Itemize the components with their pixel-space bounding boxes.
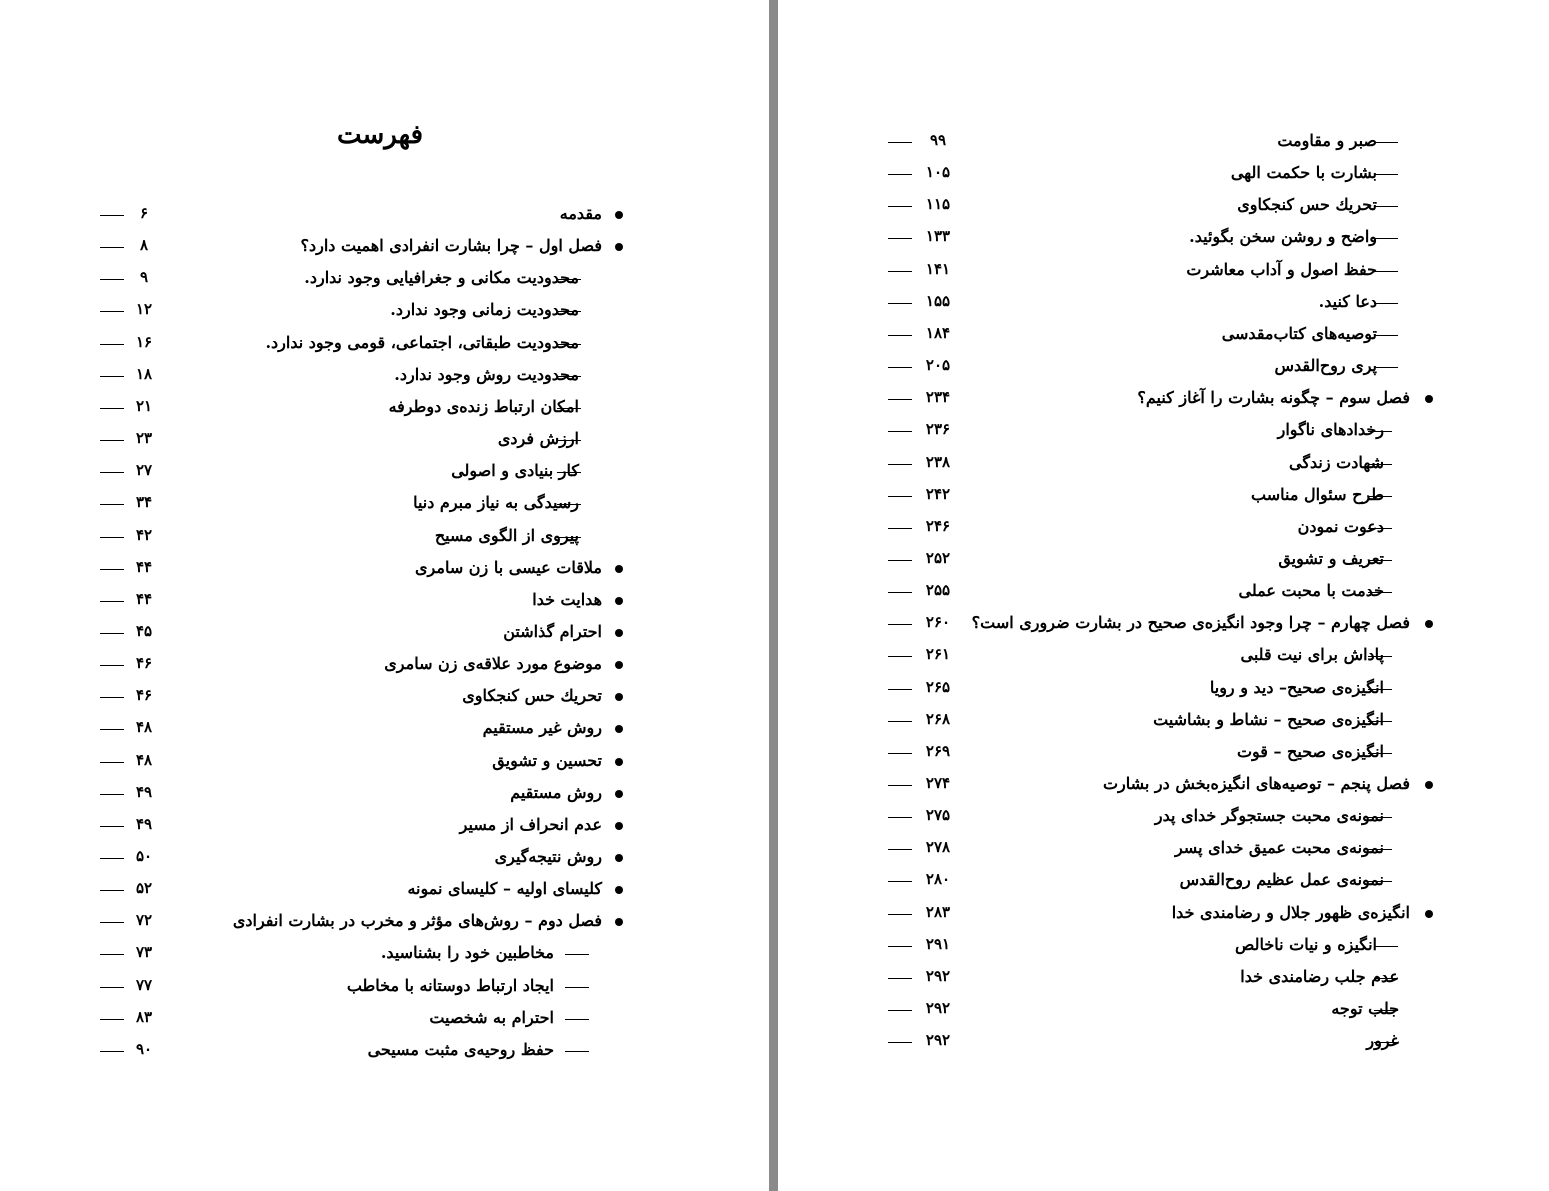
toc-entry	[0, 361, 769, 393]
entry-title: صبر و مقاومت	[1277, 131, 1377, 150]
toc-entry	[0, 586, 769, 618]
toc-entry	[778, 159, 1549, 191]
toc-entry	[0, 1004, 769, 1036]
bullet-icon	[615, 886, 623, 894]
toc-entry	[778, 1027, 1549, 1059]
page-number: ۲۶۰	[925, 613, 951, 632]
toc-entry	[778, 674, 1549, 706]
toc-entry	[778, 288, 1549, 320]
leader-line	[888, 914, 912, 915]
bullet-icon	[615, 725, 623, 733]
entry-title: روش مستقیم	[510, 782, 602, 802]
entry-title: انگیزه‌ی صحیح – قوت	[1236, 741, 1384, 761]
leader-line	[888, 753, 912, 754]
dash-marker	[1368, 753, 1392, 754]
leader-line	[888, 881, 912, 882]
toc-entry	[0, 972, 769, 1004]
leader-line	[888, 528, 912, 529]
entry-title: انگیزه‌ی صحیح – نشاط و بشاشیت	[1153, 709, 1384, 729]
page-title: فهرست	[336, 120, 424, 150]
page-number: ۴۴	[135, 589, 153, 608]
entry-title: رسیدگی به نیاز مبرم دنیا	[413, 493, 579, 513]
dash-marker	[565, 1051, 589, 1052]
toc-entry	[0, 425, 769, 457]
dash-marker	[557, 311, 581, 312]
page-number: ۲۶۵	[925, 677, 951, 696]
dash-marker	[1368, 592, 1392, 593]
entry-title: فصل سوم – چگونه بشارت را آغاز کنیم؟	[1137, 388, 1410, 408]
leader-line	[888, 271, 912, 272]
leader-line	[888, 399, 912, 400]
entry-title: فصل پنجم – توصیه‌های انگیزه‌بخش در بشارت	[1102, 774, 1410, 793]
page-number: ۱۸	[135, 364, 153, 383]
toc-right	[778, 0, 1549, 1191]
bullet-icon	[615, 629, 623, 637]
entry-title: فصل چهارم – چرا وجود انگیزه‌ی صحیح در بشارت ضروری است؟	[971, 613, 1410, 633]
dash-marker	[1368, 496, 1392, 497]
entry-title: تعریف و تشویق	[1278, 548, 1384, 568]
dash-marker	[1374, 946, 1398, 947]
page-number: ۲۹۲	[925, 1031, 951, 1050]
page-number: ۲۹۱	[925, 934, 951, 953]
toc-entry	[0, 618, 769, 650]
toc-entry	[778, 320, 1549, 352]
page-number: ۱۰۵	[925, 163, 951, 182]
leader-line	[888, 367, 912, 368]
entry-title: پیروی از الگوی مسیح	[434, 525, 579, 545]
bullet-icon	[615, 854, 623, 862]
entry-title: دعا کنید.	[1318, 291, 1377, 311]
dash-marker	[1368, 849, 1392, 850]
toc-entry	[0, 457, 769, 489]
page-number: ۴۹	[135, 782, 153, 801]
entry-title: واضح و روشن سخن بگوئید.	[1189, 227, 1377, 247]
toc-entry	[0, 232, 769, 264]
dash-marker	[1374, 367, 1398, 368]
bullet-icon	[615, 211, 623, 219]
entry-title: توصیه‌های کتاب‌مقدسی	[1221, 323, 1377, 343]
toc-entry	[778, 866, 1549, 898]
dash-marker	[557, 472, 581, 473]
entry-title: پری روح‌القدس	[1274, 356, 1377, 376]
entry-title: نمونه‌ی محبت عمیق خدای پسر	[1174, 838, 1384, 858]
entry-title: کار بنیادی و اصولی	[451, 461, 579, 481]
dash-marker	[1368, 464, 1392, 465]
entry-title: پاداش برای نیت قلبی	[1240, 645, 1384, 665]
leader-line	[888, 689, 912, 690]
toc-entry	[0, 811, 769, 843]
bullet-icon	[615, 243, 623, 251]
bullet-icon	[1425, 910, 1433, 918]
dash-marker	[1374, 303, 1398, 304]
entry-title: جلب توجه	[1331, 999, 1399, 1019]
toc-entry	[778, 641, 1549, 673]
dash-marker	[1368, 817, 1392, 818]
entry-title: رخدادهای ناگوار	[1277, 420, 1384, 440]
leader-line	[888, 238, 912, 239]
dash-marker	[1368, 656, 1392, 657]
dash-marker	[1368, 881, 1392, 882]
page-number: ۷۳	[135, 943, 153, 962]
toc-left	[0, 0, 769, 1191]
toc-entry	[778, 706, 1549, 738]
entry-title: حفظ اصول و آداب معاشرت	[1186, 259, 1377, 279]
leader-line	[888, 431, 912, 432]
entry-title: ارزش فردی	[497, 429, 579, 449]
entry-title: روش نتیجه‌گیری	[494, 847, 602, 866]
page-number: ۲۶۸	[925, 709, 951, 728]
page-number: ۲۵۵	[925, 581, 951, 600]
entry-title: انگیزه‌ی ظهور جلال و رضامندی خدا	[1171, 902, 1410, 922]
dash-marker	[557, 537, 581, 538]
leader-line	[888, 785, 912, 786]
dash-marker	[1374, 174, 1398, 175]
left-page	[0, 0, 769, 1191]
toc-entry	[778, 834, 1549, 866]
entry-title: حفظ روحیه‌ی مثبت مسیحی	[367, 1039, 554, 1059]
leader-line	[888, 946, 912, 947]
toc-entry	[778, 127, 1549, 159]
page-number: ۱۸۴	[925, 323, 951, 342]
entry-title: هدایت خدا	[532, 589, 602, 609]
leader-line	[888, 174, 912, 175]
entry-title: نمونه‌ی محبت جستجوگر خدای پدر	[1154, 806, 1384, 826]
toc-entry	[0, 875, 769, 907]
dash-marker	[1374, 978, 1398, 979]
leader-line	[888, 656, 912, 657]
entry-title: روش غیر مستقیم	[482, 718, 602, 738]
entry-title: ملاقات عیسی با زن سامری	[415, 557, 602, 577]
entry-title: فصل اول – چرا بشارت انفرادی اهمیت دارد؟	[300, 236, 602, 256]
entry-title: عدم جلب رضامندی خدا	[1240, 966, 1399, 986]
dash-marker	[557, 504, 581, 505]
page-number: ۴۲	[135, 525, 153, 544]
page-number: ۳۴	[135, 493, 153, 512]
dash-marker	[1368, 689, 1392, 690]
dash-marker	[557, 376, 581, 377]
dash-marker	[557, 279, 581, 280]
leader-line	[888, 624, 912, 625]
toc-entry	[778, 481, 1549, 513]
leader-line	[888, 592, 912, 593]
leader-line	[888, 206, 912, 207]
dash-marker	[1374, 1042, 1398, 1043]
entry-title: مقدمه	[559, 204, 602, 223]
page-number: ۲۱	[135, 396, 153, 415]
toc-entry	[0, 747, 769, 779]
page-number: ۲۷۸	[925, 838, 951, 857]
entry-title: انگیزه‌ی صحیح– دید و رویا	[1209, 677, 1384, 697]
entry-title: محدودیت مکانی و جغرافیایی وجود ندارد.	[304, 268, 579, 288]
toc-entry	[778, 416, 1549, 448]
page-number: ۱۴۱	[925, 259, 951, 278]
dash-marker	[1368, 560, 1392, 561]
toc-entry	[778, 738, 1549, 770]
page-number: ۶	[139, 204, 149, 222]
page-number: ۵۲	[135, 879, 153, 898]
toc-entry	[0, 489, 769, 521]
right-page	[778, 0, 1549, 1191]
page-number: ۴۸	[135, 750, 153, 769]
dash-marker	[1374, 335, 1398, 336]
toc-entry	[778, 770, 1549, 802]
entry-title: تحسین و تشویق	[492, 750, 602, 770]
toc-entry	[0, 1036, 769, 1068]
dash-marker	[1374, 206, 1398, 207]
entry-title: تحریك حس کنجکاوی	[462, 686, 602, 706]
toc-entry	[0, 329, 769, 361]
toc-entry	[0, 522, 769, 554]
entry-title: عدم انحراف از مسیر	[459, 814, 602, 834]
entry-title: فصل دوم – روش‌های مؤثر و مخرب در بشارت انفرادی	[232, 911, 602, 931]
toc-entry	[778, 802, 1549, 834]
entry-title: ایجاد ارتباط دوستانه با مخاطب	[346, 975, 554, 995]
dash-marker	[1374, 238, 1398, 239]
leader-line	[888, 1042, 912, 1043]
leader-line	[888, 303, 912, 304]
page-number: ۲۷۴	[925, 774, 951, 792]
toc-entry	[0, 554, 769, 586]
entry-title: انگیزه و نیات ناخالص	[1235, 934, 1377, 954]
bullet-icon	[615, 790, 623, 798]
entry-title: نمونه‌ی عمل عظیم روح‌القدس	[1179, 870, 1384, 890]
bullet-icon	[615, 565, 623, 573]
page-number: ۷۲	[135, 911, 153, 930]
dash-marker	[1368, 431, 1392, 432]
entry-title: شهادت زندگی	[1289, 452, 1384, 472]
page-number: ۹	[139, 268, 149, 287]
dash-marker	[557, 440, 581, 441]
toc-entry	[778, 899, 1549, 931]
toc-entry	[778, 449, 1549, 481]
dash-marker	[557, 344, 581, 345]
entry-title: دعوت نمودن	[1297, 516, 1384, 536]
entry-title: غرور	[1366, 1031, 1399, 1051]
entry-title: مخاطبین خود را بشناسید.	[380, 943, 554, 963]
toc-entry	[0, 650, 769, 682]
page-number: ۲۳۶	[925, 420, 951, 439]
page-number: ۴۶	[135, 654, 153, 673]
leader-line	[888, 721, 912, 722]
toc-entry	[0, 779, 769, 811]
toc-entry	[778, 352, 1549, 384]
toc-entry	[0, 393, 769, 425]
page-number: ۱۲	[135, 300, 153, 319]
toc-entry	[0, 264, 769, 296]
entry-title: محدودیت زمانی وجود ندارد.	[390, 300, 579, 320]
book-spine	[769, 0, 778, 1191]
entry-title: کلیسای اولیه – کلیسای نمونه	[407, 879, 602, 899]
toc-entry	[0, 939, 769, 971]
page-number: ۲۰۵	[925, 356, 951, 375]
page-number: ۴۸	[135, 718, 153, 737]
bullet-icon	[1425, 395, 1433, 403]
bullet-icon	[615, 597, 623, 605]
page-number: ۲۹۲	[925, 966, 951, 985]
bullet-icon	[615, 693, 623, 701]
page-number: ۲۷۵	[925, 806, 951, 825]
leader-line	[888, 1010, 912, 1011]
toc-entry	[778, 384, 1549, 416]
toc-entry	[0, 714, 769, 746]
toc-entry	[0, 907, 769, 939]
bullet-icon	[615, 758, 623, 766]
entry-title: امکان ارتباط زنده‌ی دوطرفه	[388, 396, 579, 416]
bullet-icon	[615, 918, 623, 926]
page-number: ۲۶۱	[925, 645, 951, 664]
dash-marker	[1368, 528, 1392, 529]
entry-title: طرح سئوال مناسب	[1251, 484, 1384, 504]
dash-marker	[565, 954, 589, 955]
toc-entry	[778, 931, 1549, 963]
page-number: ۸۳	[135, 1007, 153, 1026]
page-number: ۲۹۲	[925, 999, 951, 1018]
toc-entry	[0, 296, 769, 328]
dash-marker	[565, 987, 589, 988]
page-number: ۹۹	[929, 131, 947, 149]
entry-title: موضوع مورد علاقه‌ی زن سامری	[384, 654, 602, 674]
toc-entry	[0, 682, 769, 714]
leader-line	[888, 817, 912, 818]
toc-entry	[778, 963, 1549, 995]
page-number: ۵۰	[135, 847, 153, 865]
entry-title: بشارت با حکمت الهی	[1230, 163, 1377, 183]
dash-marker	[557, 408, 581, 409]
toc-entry	[778, 513, 1549, 545]
page-number: ۱۱۵	[925, 195, 951, 214]
page-number: ۷۷	[135, 975, 153, 994]
toc-entry	[778, 609, 1549, 641]
entry-title: احترام به شخصیت	[429, 1007, 554, 1027]
page-number: ۲۴۲	[925, 484, 951, 503]
page-number: ۲۸۳	[925, 902, 951, 921]
entry-title: خدمت با محبت عملی	[1238, 581, 1384, 601]
page-number: ۱۵۵	[925, 291, 951, 310]
toc-entry	[778, 223, 1549, 255]
dash-marker	[565, 1019, 589, 1020]
leader-line	[888, 464, 912, 465]
entry-title: تحریك حس کنجکاوی	[1237, 195, 1377, 215]
dash-marker	[1374, 271, 1398, 272]
page-number: ۸	[139, 236, 149, 255]
page-number: ۴۴	[135, 557, 153, 576]
bullet-icon	[1425, 781, 1433, 789]
toc-entry	[0, 843, 769, 875]
toc-entry	[778, 995, 1549, 1027]
page-number: ۲۸۰	[925, 870, 951, 889]
toc-entry	[778, 577, 1549, 609]
entry-title: احترام گذاشتن	[503, 621, 602, 641]
leader-line	[888, 849, 912, 850]
bullet-icon	[615, 822, 623, 830]
leader-line	[888, 978, 912, 979]
page-number: ۲۳	[135, 429, 153, 448]
entry-title: محدودیت طبقاتی، اجتماعی، قومی وجود ندارد.	[265, 332, 579, 352]
leader-line	[888, 142, 912, 143]
bullet-icon	[615, 661, 623, 669]
page-number: ۴۶	[135, 686, 153, 705]
page-number: ۲۳۸	[925, 452, 951, 471]
toc-entry	[0, 200, 769, 232]
page-number: ۹۰	[135, 1039, 153, 1058]
toc-entry	[778, 191, 1549, 223]
dash-marker	[1374, 142, 1398, 143]
entry-title: محدودیت روش وجود ندارد.	[394, 364, 579, 384]
page-number: ۴۹	[135, 814, 153, 833]
toc-entry	[778, 256, 1549, 288]
page-number: ۱۳۳	[925, 227, 951, 246]
page-number: ۴۵	[135, 621, 153, 640]
dash-marker	[1368, 721, 1392, 722]
page-number: ۲۷	[135, 461, 153, 480]
page-number: ۲۶۹	[925, 741, 951, 760]
leader-line	[888, 560, 912, 561]
page-number: ۲۴۶	[925, 516, 951, 535]
page-number: ۱۶	[135, 332, 153, 351]
leader-line	[888, 496, 912, 497]
leader-line	[888, 335, 912, 336]
page-number: ۲۵۲	[925, 548, 951, 567]
dash-marker	[1374, 1010, 1398, 1011]
bullet-icon	[1425, 620, 1433, 628]
toc-entry	[778, 545, 1549, 577]
page-number: ۲۳۴	[925, 388, 951, 407]
